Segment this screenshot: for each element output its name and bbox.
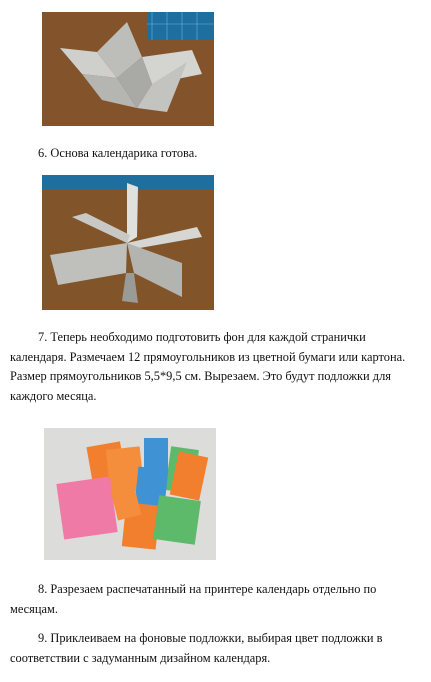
step-6-text xyxy=(10,144,424,164)
photo-calendar-base-image xyxy=(42,175,214,310)
photo-colored-rectangles xyxy=(44,428,216,560)
step-7-line-4: каждого месяца. xyxy=(10,388,97,403)
photo-folded-base xyxy=(42,12,214,126)
photo-calendar-base xyxy=(42,175,214,310)
step-9-text xyxy=(10,629,424,668)
step-7-line-2: календаря. Размечаем 12 прямоугольников из цветной бумаги или картона. xyxy=(10,349,406,364)
step-6-line-1: 6. Основа календарика готова. xyxy=(38,146,198,160)
photo-folded-base-image xyxy=(42,12,214,126)
step-9-line-2: соответствии с задуманным дизайном календаря. xyxy=(10,650,271,665)
step-8-line-2: месяцам. xyxy=(10,601,58,616)
step-8-line-1: 8. Разрезаем распечатанный на принтере календарь отдельно по xyxy=(38,582,377,596)
photo-colored-rectangles-image xyxy=(44,428,216,560)
step-7-line-1: 7. Теперь необходимо подготовить фон для каждой странички xyxy=(38,330,366,344)
step-7-line-3: Размер прямоугольников 5,5*9,5 см. Вырезаем. Это будут подложки для xyxy=(10,369,391,383)
step-8-text xyxy=(10,580,424,619)
step-9-line-1: 9. Приклеиваем на фоновые подложки, выбирая цвет подложки в xyxy=(38,631,383,645)
step-7-text xyxy=(10,328,424,406)
